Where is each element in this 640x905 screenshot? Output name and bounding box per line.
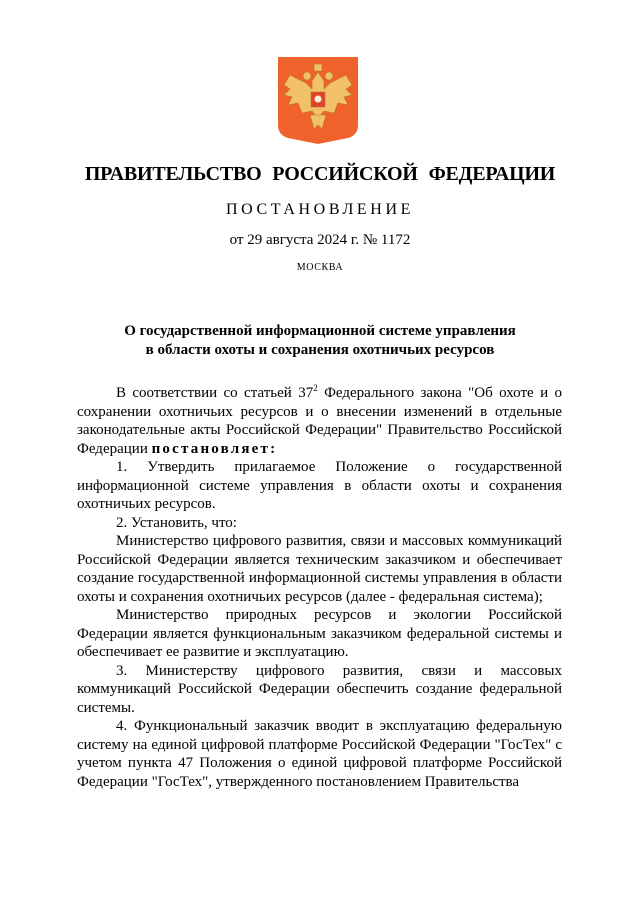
decree-word: постановляет:: [151, 440, 278, 457]
clause-2-functional-customer: Министерство природных ресурсов и экологии Российской Федерации является функциональным заказчиком федеральной системы и обеспечивает ее развитие и эксплуатацию.: [77, 607, 562, 660]
clause-4: 4. Функциональный заказчик вводит в эксплуатацию федеральную систему на единой цифровой платформе Российской Федерации "ГосТех" с учетом пункта 47 Положения о единой цифровой платформе Российской Федерации "ГосТех", утвержденного постановлением Правительства: [77, 718, 562, 790]
clause-2-technical-customer: Министерство цифрового развития, связи и массовых коммуникаций Российской Федерации является техническим заказчиком и обеспечивает создание государственной информационной системы управления в области охоты и сохранения охотничьих ресурсов (далее - федеральная система);: [77, 533, 562, 605]
preamble-text-a: В соответствии со статьей 37: [116, 385, 314, 401]
document-title-line-1: О государственной информационной системе управления: [124, 323, 516, 339]
article-superscript: 2: [313, 383, 318, 393]
preamble-text-b: Федерального закона "Об охоте и о сохранении охотничьих ресурсов и о внесении изменений в отдельные законодательные акты Российской Федерации" Правительство Российской Федерации: [77, 385, 562, 457]
document-city: МОСКВА: [296, 262, 344, 273]
document-type: ПОСТАНОВЛЕНИЕ: [226, 201, 414, 218]
document-title: [80, 322, 560, 360]
coat-of-arms-icon: [276, 55, 360, 145]
clause-2: 2. Установить, что:: [116, 514, 237, 531]
clause-1: 1. Утвердить прилагаемое Положение о государственной информационной системе управления в области охоты и сохранения охотничьих ресурсов.: [77, 459, 562, 512]
document-date-number: от 29 августа 2024 г. № 1172: [229, 232, 411, 248]
clause-3: 3. Министерству цифрового развития, связи и массовых коммуникаций Российской Федерации обеспечить создание федеральной системы.: [77, 662, 562, 716]
document-title-line-2: в области охоты и сохранения охотничьих ресурсов: [145, 342, 495, 358]
preamble-paragraph: [77, 384, 562, 458]
government-title: ПРАВИТЕЛЬСТВО РОССИЙСКОЙ ФЕДЕРАЦИИ: [84, 163, 556, 185]
document-body: [77, 384, 562, 791]
